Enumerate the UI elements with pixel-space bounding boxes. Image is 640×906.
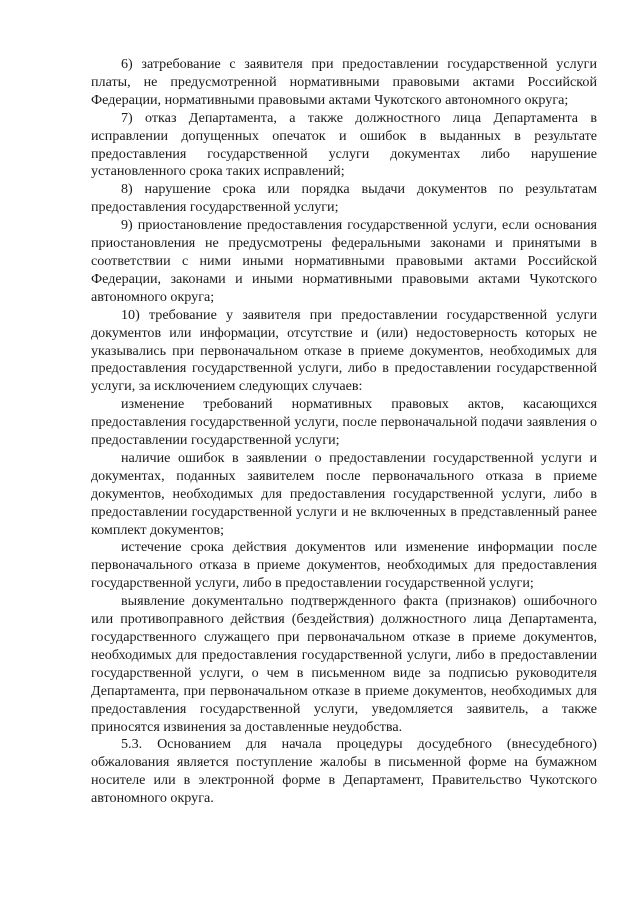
paragraph-exception-2: наличие ошибок в заявлении о предоставлении государственной услуги и документах, поданных заявителем после первоначального отказа в приеме документов, необходимых для предоставления государственной услуги, либо в предоставлении государственной услуги и не включенных в представленный ранее комплект документов; <box>91 449 597 538</box>
paragraph-item-6: 6) затребование с заявителя при предоставлении государственной услуги платы, не предусмотренной нормативными правовыми актами Российской Федерации, нормативными правовыми актами Чукотского автономного округа; <box>91 56 597 108</box>
paragraph-item-9: 9) приостановление предоставления государственной услуги, если основания приостановления не предусмотрены федеральными законами и принятыми в соответствии с ними иными нормативными правовыми актами Российской Федерации, законами и иными нормативными правовыми актами Чукотского автономного округа; <box>91 217 597 305</box>
paragraph-item-7: 7) отказ Департамента, а также должностного лица Департамента в исправлении допущенных опечаток и ошибок в выданных в результате предоставления государственной услуги документах либо нарушение установленного срока таких исправлений; <box>91 109 597 180</box>
paragraph-exception-1: изменение требований нормативных правовых актов, касающихся предоставления государственной услуги, после первоначальной подачи заявления о предоставлении государственной услуги; <box>91 396 597 449</box>
paragraph-exception-3: истечение срока действия документов или изменение информации после первоначального отказа в приеме документов, необходимых для предоставления государственной услуги, либо в предоставлении государственной услуги; <box>91 539 597 592</box>
paragraph-section-5-3: 5.3. Основанием для начала процедуры досудебного (внесудебного) обжалования является поступление жалобы в письменной форме на бумажном носителе или в электронной форме в Департамент, Правительство Чукотского автономного округа. <box>91 736 597 807</box>
paragraph-item-8: 8) нарушение срока или порядка выдачи документов по результатам предоставления государственной услуги; <box>91 181 597 216</box>
paragraph-item-10: 10) требование у заявителя при предоставлении государственной услуги документов или информации, отсутствие и (или) недостоверность которых не указывались при первоначальном отказе в приеме документов, необходимых для предоставления государственной услуги, либо в предоставлении государственной услуги, за исключением следующих случаев: <box>91 306 597 395</box>
paragraph-exception-4: выявление документально подтвержденного факта (признаков) ошибочного или противоправного действия (бездействия) должностного лица Департамента, государственного служащего при первоначальном отказе в приеме документов, необходимых для предоставления государственной услуги, либо в предоставлении государственной услуги, о чем в письменном виде за подписью руководителя Департамента, при первоначальном отказе в приеме документов, необходимых для предоставления государственной услуги, уведомляется заявитель, а также приносятся извинения за доставленные неудобства. <box>91 593 597 735</box>
document-page <box>91 56 597 808</box>
